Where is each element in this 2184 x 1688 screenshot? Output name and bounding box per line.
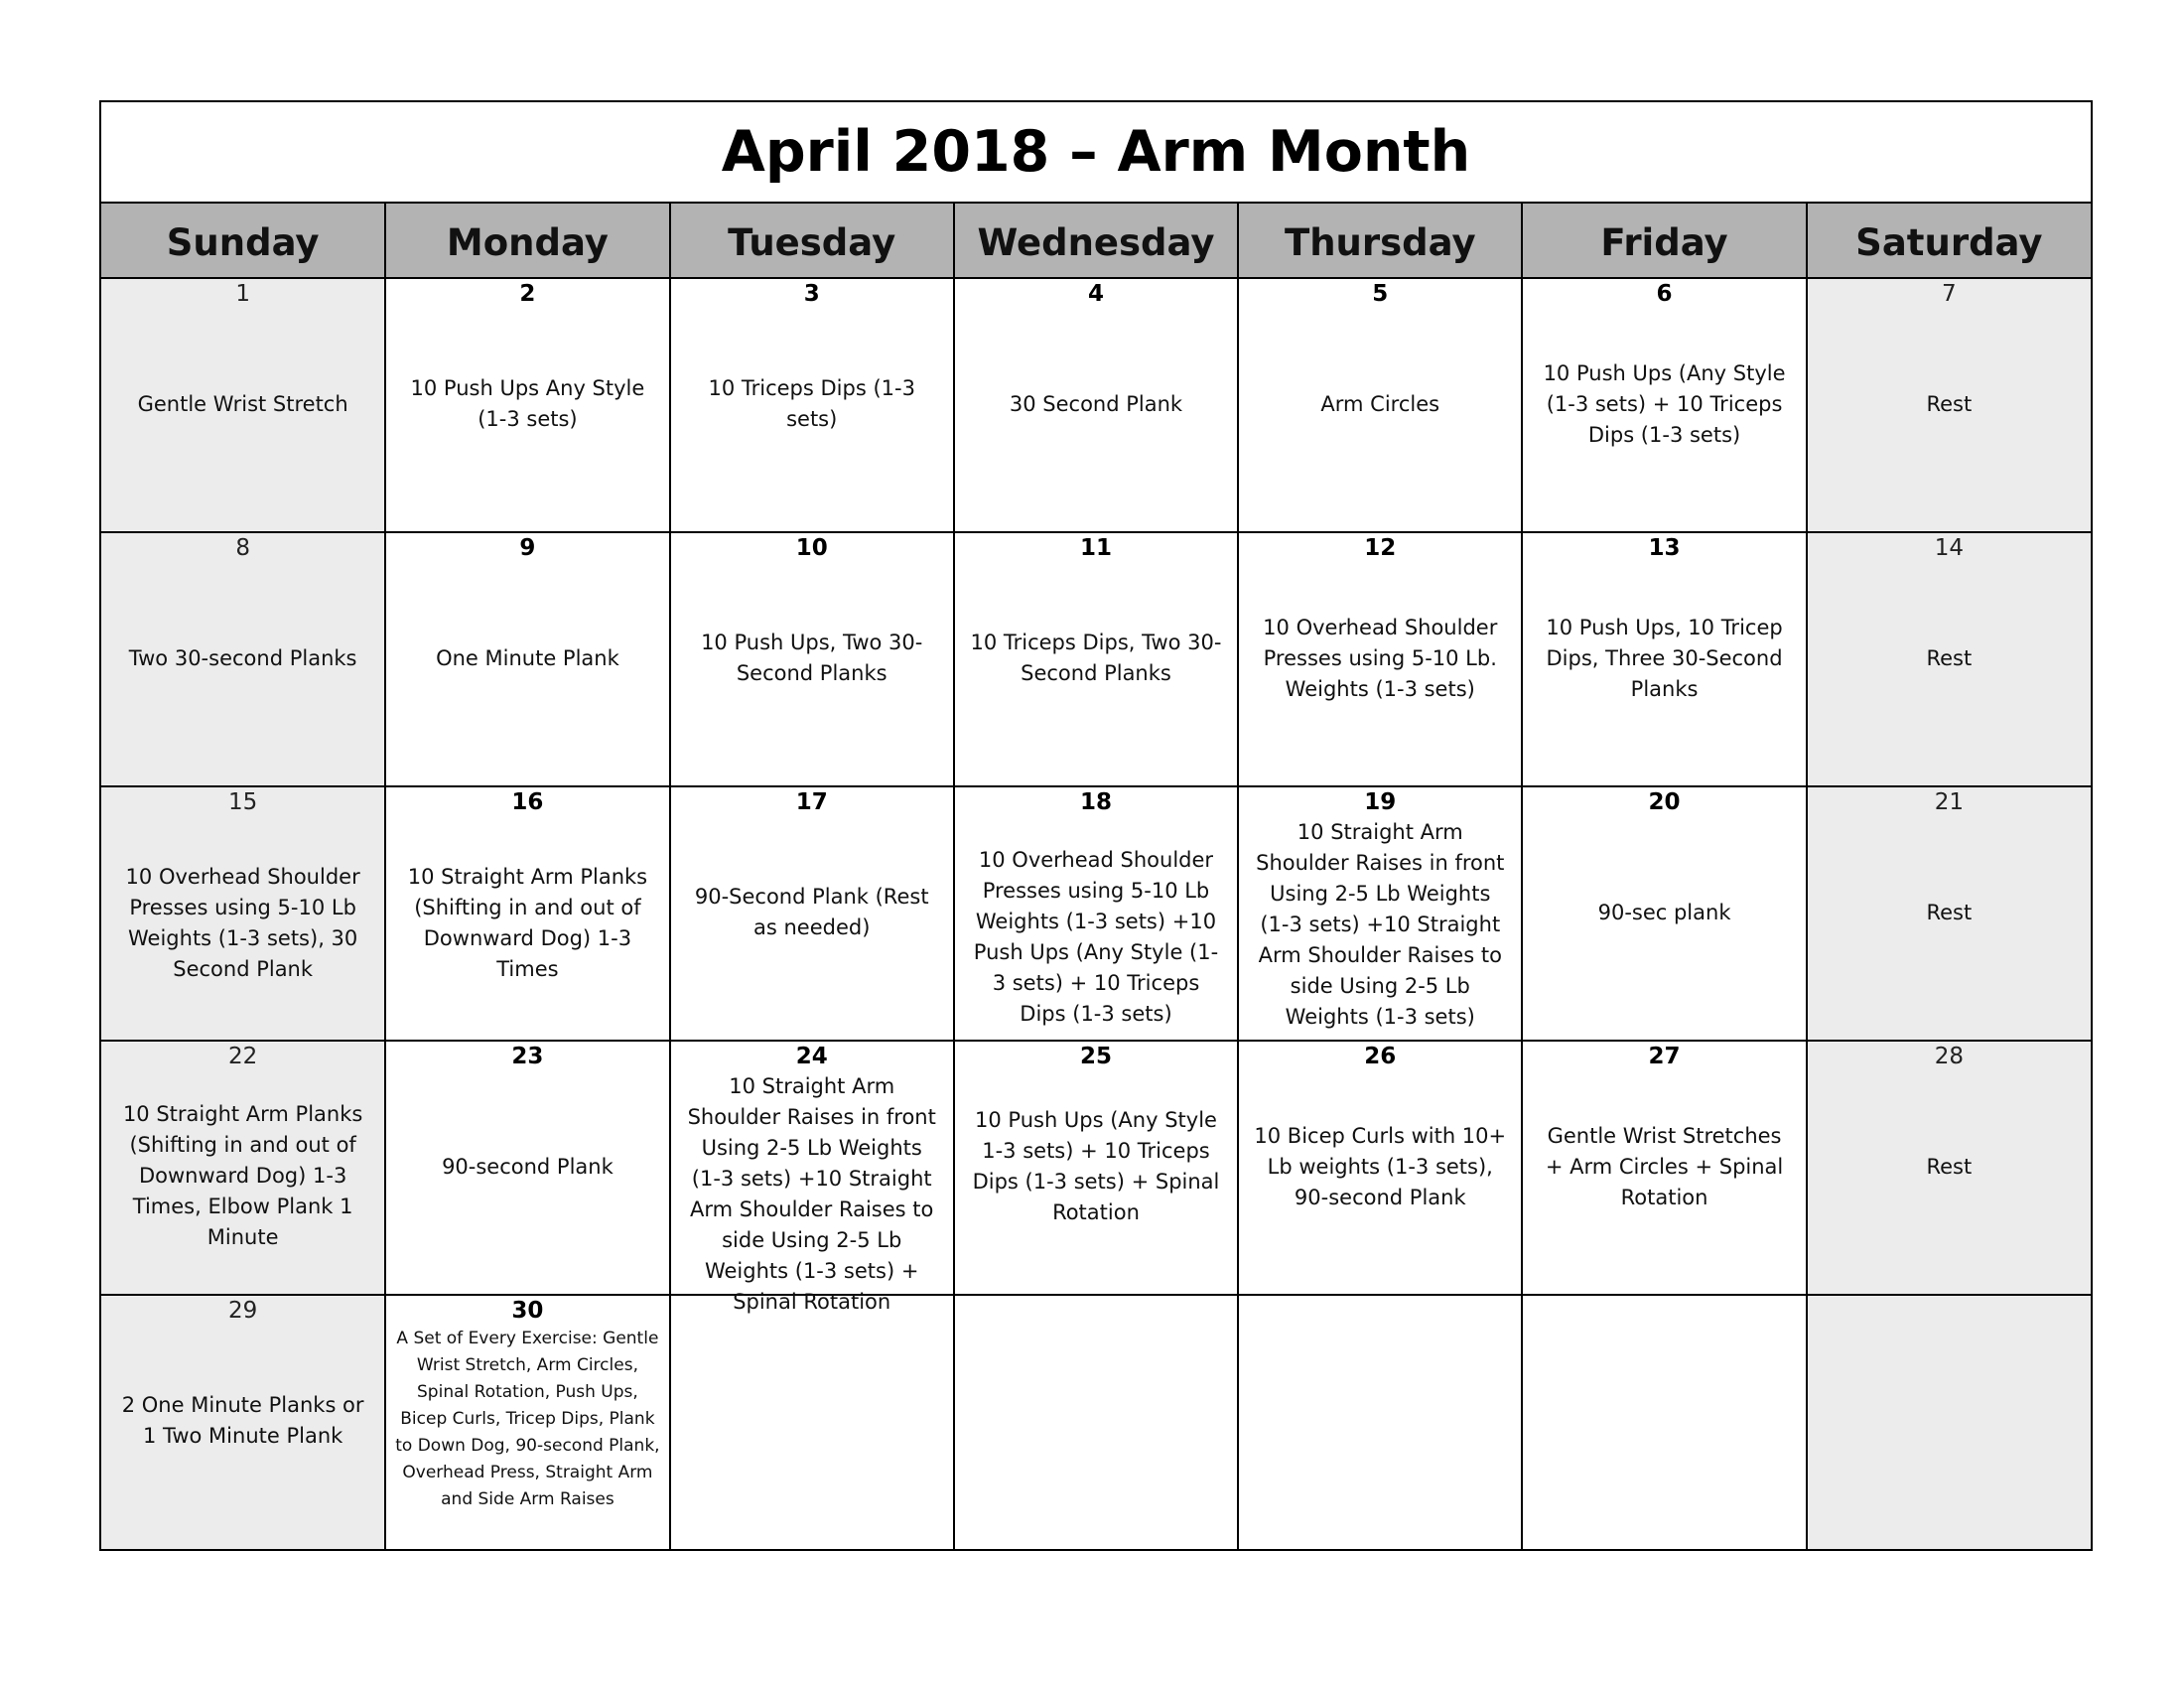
day-cell <box>954 786 1238 1041</box>
day-cell <box>385 278 669 532</box>
day-activity: 90-second Plank <box>442 1154 614 1179</box>
page-title: April 2018 – Arm Month <box>101 102 2091 204</box>
day-activity: Gentle Wrist Stretches + Arm Circles + Spinal Rotation <box>1545 1123 1784 1209</box>
day-cell <box>385 786 669 1041</box>
day-activity: 10 Bicep Curls with 10+ Lb weights (1-3 sets), 90-second Plank <box>1254 1123 1507 1209</box>
day-number: 28 <box>1934 1044 1964 1069</box>
day-activity: 90-Second Plank (Rest as needed) <box>694 885 929 939</box>
day-cell <box>385 1041 669 1295</box>
day-number: 10 <box>795 535 828 561</box>
day-cell <box>954 278 1238 532</box>
day-activity: Rest <box>1926 1154 1973 1179</box>
day-activity: 10 Straight Arm Shoulder Raises in front Using 2-5 Lb Weights (1-3 sets) +10 Straight Arm Shoulder Raises to side Using 2-5 Lb Weights (1-3 sets) + Spinal Rotation <box>687 1074 936 1314</box>
day-cell <box>954 1041 1238 1295</box>
day-cell <box>1807 1041 2091 1295</box>
day-cell-empty <box>670 1295 954 1549</box>
day-activity: 10 Push Ups, 10 Tricep Dips, Three 30-Second Planks <box>1546 615 1783 701</box>
day-number: 4 <box>1087 281 1104 307</box>
day-cell <box>1238 532 1522 786</box>
day-activity: 10 Overhead Shoulder Presses using 5-10 Lb Weights (1-3 sets) +10 Push Ups (Any Style (1-3 sets) + 10 Triceps Dips (1-3 sets) <box>973 848 1219 1026</box>
day-cell <box>385 532 669 786</box>
day-cell <box>1807 278 2091 532</box>
day-number: 30 <box>511 1298 544 1324</box>
day-cell <box>1522 532 1806 786</box>
day-number: 8 <box>235 535 250 561</box>
day-cell <box>1238 278 1522 532</box>
day-cell <box>670 786 954 1041</box>
day-activity: 10 Push Ups (Any Style 1-3 sets) + 10 Triceps Dips (1-3 sets) + Spinal Rotation <box>972 1108 1220 1224</box>
day-number: 26 <box>1364 1044 1397 1069</box>
day-activity: Rest <box>1926 645 1973 670</box>
weekday-header-monday: Monday <box>385 204 669 278</box>
week-row <box>101 786 2091 1041</box>
day-number: 17 <box>795 789 828 815</box>
day-number: 22 <box>228 1044 258 1069</box>
day-cell <box>101 1041 385 1295</box>
day-number: 25 <box>1079 1044 1112 1069</box>
day-cell <box>101 1295 385 1549</box>
day-cell <box>101 532 385 786</box>
day-activity: Arm Circles <box>1320 391 1440 416</box>
day-number: 23 <box>511 1044 544 1069</box>
weekday-header-thursday: Thursday <box>1238 204 1522 278</box>
day-number: 11 <box>1079 535 1112 561</box>
day-number: 2 <box>519 281 536 307</box>
day-cell <box>1238 786 1522 1041</box>
day-number: 27 <box>1648 1044 1681 1069</box>
day-activity: 10 Straight Arm Planks (Shifting in and out of Downward Dog) 1-3 Times, Elbow Plank 1 Minute <box>122 1102 363 1249</box>
day-activity: 10 Overhead Shoulder Presses using 5-10 Lb Weights (1-3 sets), 30 Second Plank <box>125 865 360 981</box>
day-cell <box>1522 786 1806 1041</box>
day-number: 21 <box>1934 789 1964 815</box>
day-cell <box>1238 1041 1522 1295</box>
day-cell <box>385 1295 669 1549</box>
day-activity: 10 Push Ups (Any Style (1-3 sets) + 10 Triceps Dips (1-3 sets) <box>1543 360 1786 447</box>
week-row <box>101 278 2091 532</box>
day-cell-empty <box>1807 1295 2091 1549</box>
day-number: 18 <box>1079 789 1112 815</box>
day-activity: 10 Push Ups, Two 30-Second Planks <box>701 631 923 685</box>
day-activity <box>1523 1326 1805 1546</box>
week-row <box>101 1295 2091 1549</box>
day-activity: 10 Straight Arm Shoulder Raises in front Using 2-5 Lb Weights (1-3 sets) +10 Straight Arm Shoulder Raises to side Using 2-5 Lb Weights (1-3 sets) <box>1256 820 1505 1029</box>
day-cell <box>101 786 385 1041</box>
day-activity <box>955 1326 1237 1546</box>
day-number: 12 <box>1364 535 1397 561</box>
day-number: 24 <box>795 1044 828 1069</box>
day-activity: Rest <box>1926 391 1973 416</box>
week-row <box>101 532 2091 786</box>
day-cell <box>670 1041 954 1314</box>
day-activity: 10 Overhead Shoulder Presses using 5-10 Lb. Weights (1-3 sets) <box>1263 615 1498 701</box>
day-activity <box>671 1326 953 1546</box>
weekday-header-row <box>101 204 2091 278</box>
day-number: 16 <box>511 789 544 815</box>
day-activity: Gentle Wrist Stretch <box>137 391 348 416</box>
weekday-header-sunday: Sunday <box>101 204 385 278</box>
day-activity: A Set of Every Exercise: Gentle Wrist Stretch, Arm Circles, Spinal Rotation, Push Ups, Bicep Curls, Tricep Dips, Plank to Down Dog, 90-second Plank, Overhead Press, Straight Arm and Side Arm Raises <box>395 1329 660 1509</box>
day-activity: 90-sec plank <box>1597 900 1731 924</box>
day-cell <box>1807 532 2091 786</box>
week-row <box>101 1041 2091 1295</box>
day-number: 3 <box>803 281 820 307</box>
day-cell <box>1522 278 1806 532</box>
day-number: 9 <box>519 535 536 561</box>
calendar <box>99 100 2093 1551</box>
day-activity: 10 Triceps Dips, Two 30-Second Planks <box>970 631 1222 685</box>
day-activity: 30 Second Plank <box>1009 391 1183 416</box>
day-activity <box>1239 1326 1521 1546</box>
day-number: 5 <box>1372 281 1389 307</box>
day-number: 29 <box>228 1298 258 1324</box>
day-cell <box>101 278 385 532</box>
day-cell-empty <box>954 1295 1238 1549</box>
day-cell-empty <box>1238 1295 1522 1549</box>
day-cell <box>1807 786 2091 1041</box>
day-number: 20 <box>1648 789 1681 815</box>
day-cell-empty <box>1522 1295 1806 1549</box>
day-cell <box>1522 1041 1806 1295</box>
day-number: 15 <box>228 789 258 815</box>
weekday-header-saturday: Saturday <box>1807 204 2091 278</box>
day-activity: Rest <box>1926 900 1973 924</box>
day-activity: 10 Triceps Dips (1-3 sets) <box>708 376 915 431</box>
day-activity <box>1808 1326 2091 1546</box>
day-cell <box>670 278 954 532</box>
weekday-header-friday: Friday <box>1522 204 1806 278</box>
weekday-header-wednesday: Wednesday <box>954 204 1238 278</box>
weekday-header-tuesday: Tuesday <box>670 204 954 278</box>
day-cell <box>954 532 1238 786</box>
day-activity: 10 Push Ups Any Style (1-3 sets) <box>410 376 645 431</box>
day-cell <box>670 532 954 786</box>
day-number: 14 <box>1934 535 1964 561</box>
day-activity: Two 30-second Planks <box>128 645 357 670</box>
day-number: 13 <box>1648 535 1681 561</box>
day-number: 19 <box>1364 789 1397 815</box>
day-number: 1 <box>235 281 250 307</box>
day-number: 6 <box>1656 281 1673 307</box>
day-number: 7 <box>1942 281 1957 307</box>
day-activity: One Minute Plank <box>436 645 619 670</box>
calendar-grid <box>101 204 2091 1549</box>
day-activity: 2 One Minute Planks or 1 Two Minute Plank <box>121 1393 364 1448</box>
day-activity: 10 Straight Arm Planks (Shifting in and out of Downward Dog) 1-3 Times <box>407 865 648 981</box>
